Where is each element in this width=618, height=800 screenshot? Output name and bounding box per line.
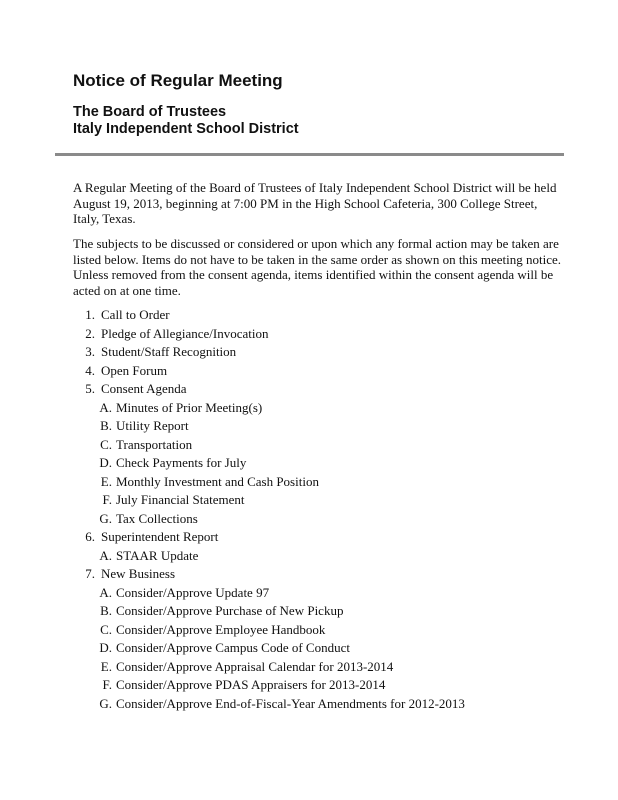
agenda-item-label: New Business xyxy=(101,566,176,581)
agenda-item-number: 5. xyxy=(85,381,95,396)
agenda-subitem-letter: D. xyxy=(99,640,112,655)
agenda-subitem-label: Transportation xyxy=(116,436,193,452)
agenda-subitem-label: Monthly Investment and Cash Position xyxy=(116,473,319,489)
agenda-subitem-letter: A. xyxy=(99,399,112,415)
agenda-subitem-label: Consider/Approve Purchase of New Pickup xyxy=(116,603,344,618)
agenda-subitem-letter: A. xyxy=(99,547,112,563)
document-subtitle xyxy=(73,104,299,138)
agenda-item-label: Student/Staff Recognition xyxy=(101,344,237,359)
agenda-item-number: 6. xyxy=(85,529,95,544)
agenda-item-label: Open Forum xyxy=(101,362,168,378)
agenda-subitem-label: Consider/Approve End-of-Fiscal-Year Amendments for 2012-2013 xyxy=(116,695,465,711)
agenda-subitem-letter: F. xyxy=(102,492,112,507)
document-title: Notice of Regular Meeting xyxy=(73,71,283,90)
agenda-item-number: 4. xyxy=(85,362,95,378)
agenda-subitem-letter: E. xyxy=(100,473,112,489)
agenda-item-label: Call to Order xyxy=(101,307,170,322)
agenda-item-label: Pledge of Allegiance/Invocation xyxy=(101,325,269,341)
agenda-item-number: 2. xyxy=(85,325,95,341)
agenda-subitem-label: Consider/Approve PDAS Appraisers for 2013-2014 xyxy=(116,677,386,692)
agenda-subitem-letter: B. xyxy=(100,603,112,618)
agenda-subitem-label: Consider/Approve Appraisal Calendar for 2013-2014 xyxy=(116,658,394,674)
agenda-subitem-letter: B. xyxy=(100,418,112,433)
agenda-subitem-letter: G. xyxy=(99,695,112,711)
agenda-item-number: 1. xyxy=(85,307,95,322)
agenda-notice-paragraph: The subjects to be discussed or considered or upon which any formal action may be taken are listed below. Items do not have to be taken in the same order as shown on this meeting notice. Unless removed from the consent agenda, items identified within the consent agenda will be acted on at one time. xyxy=(73,236,561,298)
agenda-subitem-label: STAAR Update xyxy=(116,547,199,563)
agenda-subitem-letter: C. xyxy=(100,621,112,637)
agenda-subitem-label: Check Payments for July xyxy=(116,455,247,470)
agenda-subitem-label: Utility Report xyxy=(116,418,189,433)
agenda-subitem-letter: G. xyxy=(99,510,112,526)
header-divider xyxy=(55,153,564,156)
agenda-subitem-letter: E. xyxy=(100,658,112,674)
agenda-subitem-label: July Financial Statement xyxy=(116,492,245,507)
agenda-item-number: 7. xyxy=(85,566,95,581)
subtitle-district: Italy Independent School District xyxy=(73,121,299,137)
agenda-subitem-label: Consider/Approve Update 97 xyxy=(116,584,270,600)
agenda-subitem-label: Consider/Approve Employee Handbook xyxy=(116,621,326,637)
subtitle-board: The Board of Trustees xyxy=(73,104,227,120)
agenda-subitem-label: Tax Collections xyxy=(116,510,198,526)
agenda-item-label: Consent Agenda xyxy=(101,381,187,396)
agenda-item-label: Superintendent Report xyxy=(101,529,219,544)
agenda-item-number: 3. xyxy=(85,344,95,359)
agenda-subitem-label: Minutes of Prior Meeting(s) xyxy=(116,399,263,415)
agenda-subitem-letter: C. xyxy=(100,436,112,452)
agenda-subitem-label: Consider/Approve Campus Code of Conduct xyxy=(116,640,350,655)
agenda-subitem-letter: D. xyxy=(99,455,112,470)
agenda-subitem-letter: F. xyxy=(102,677,112,692)
agenda-subitem-letter: A. xyxy=(99,584,112,600)
meeting-details-paragraph: A Regular Meeting of the Board of Trustees of Italy Independent School District will be held August 19, 2013, beginning at 7:00 PM in the High School Cafeteria, 300 College Street, Italy, Texas. xyxy=(73,180,557,226)
